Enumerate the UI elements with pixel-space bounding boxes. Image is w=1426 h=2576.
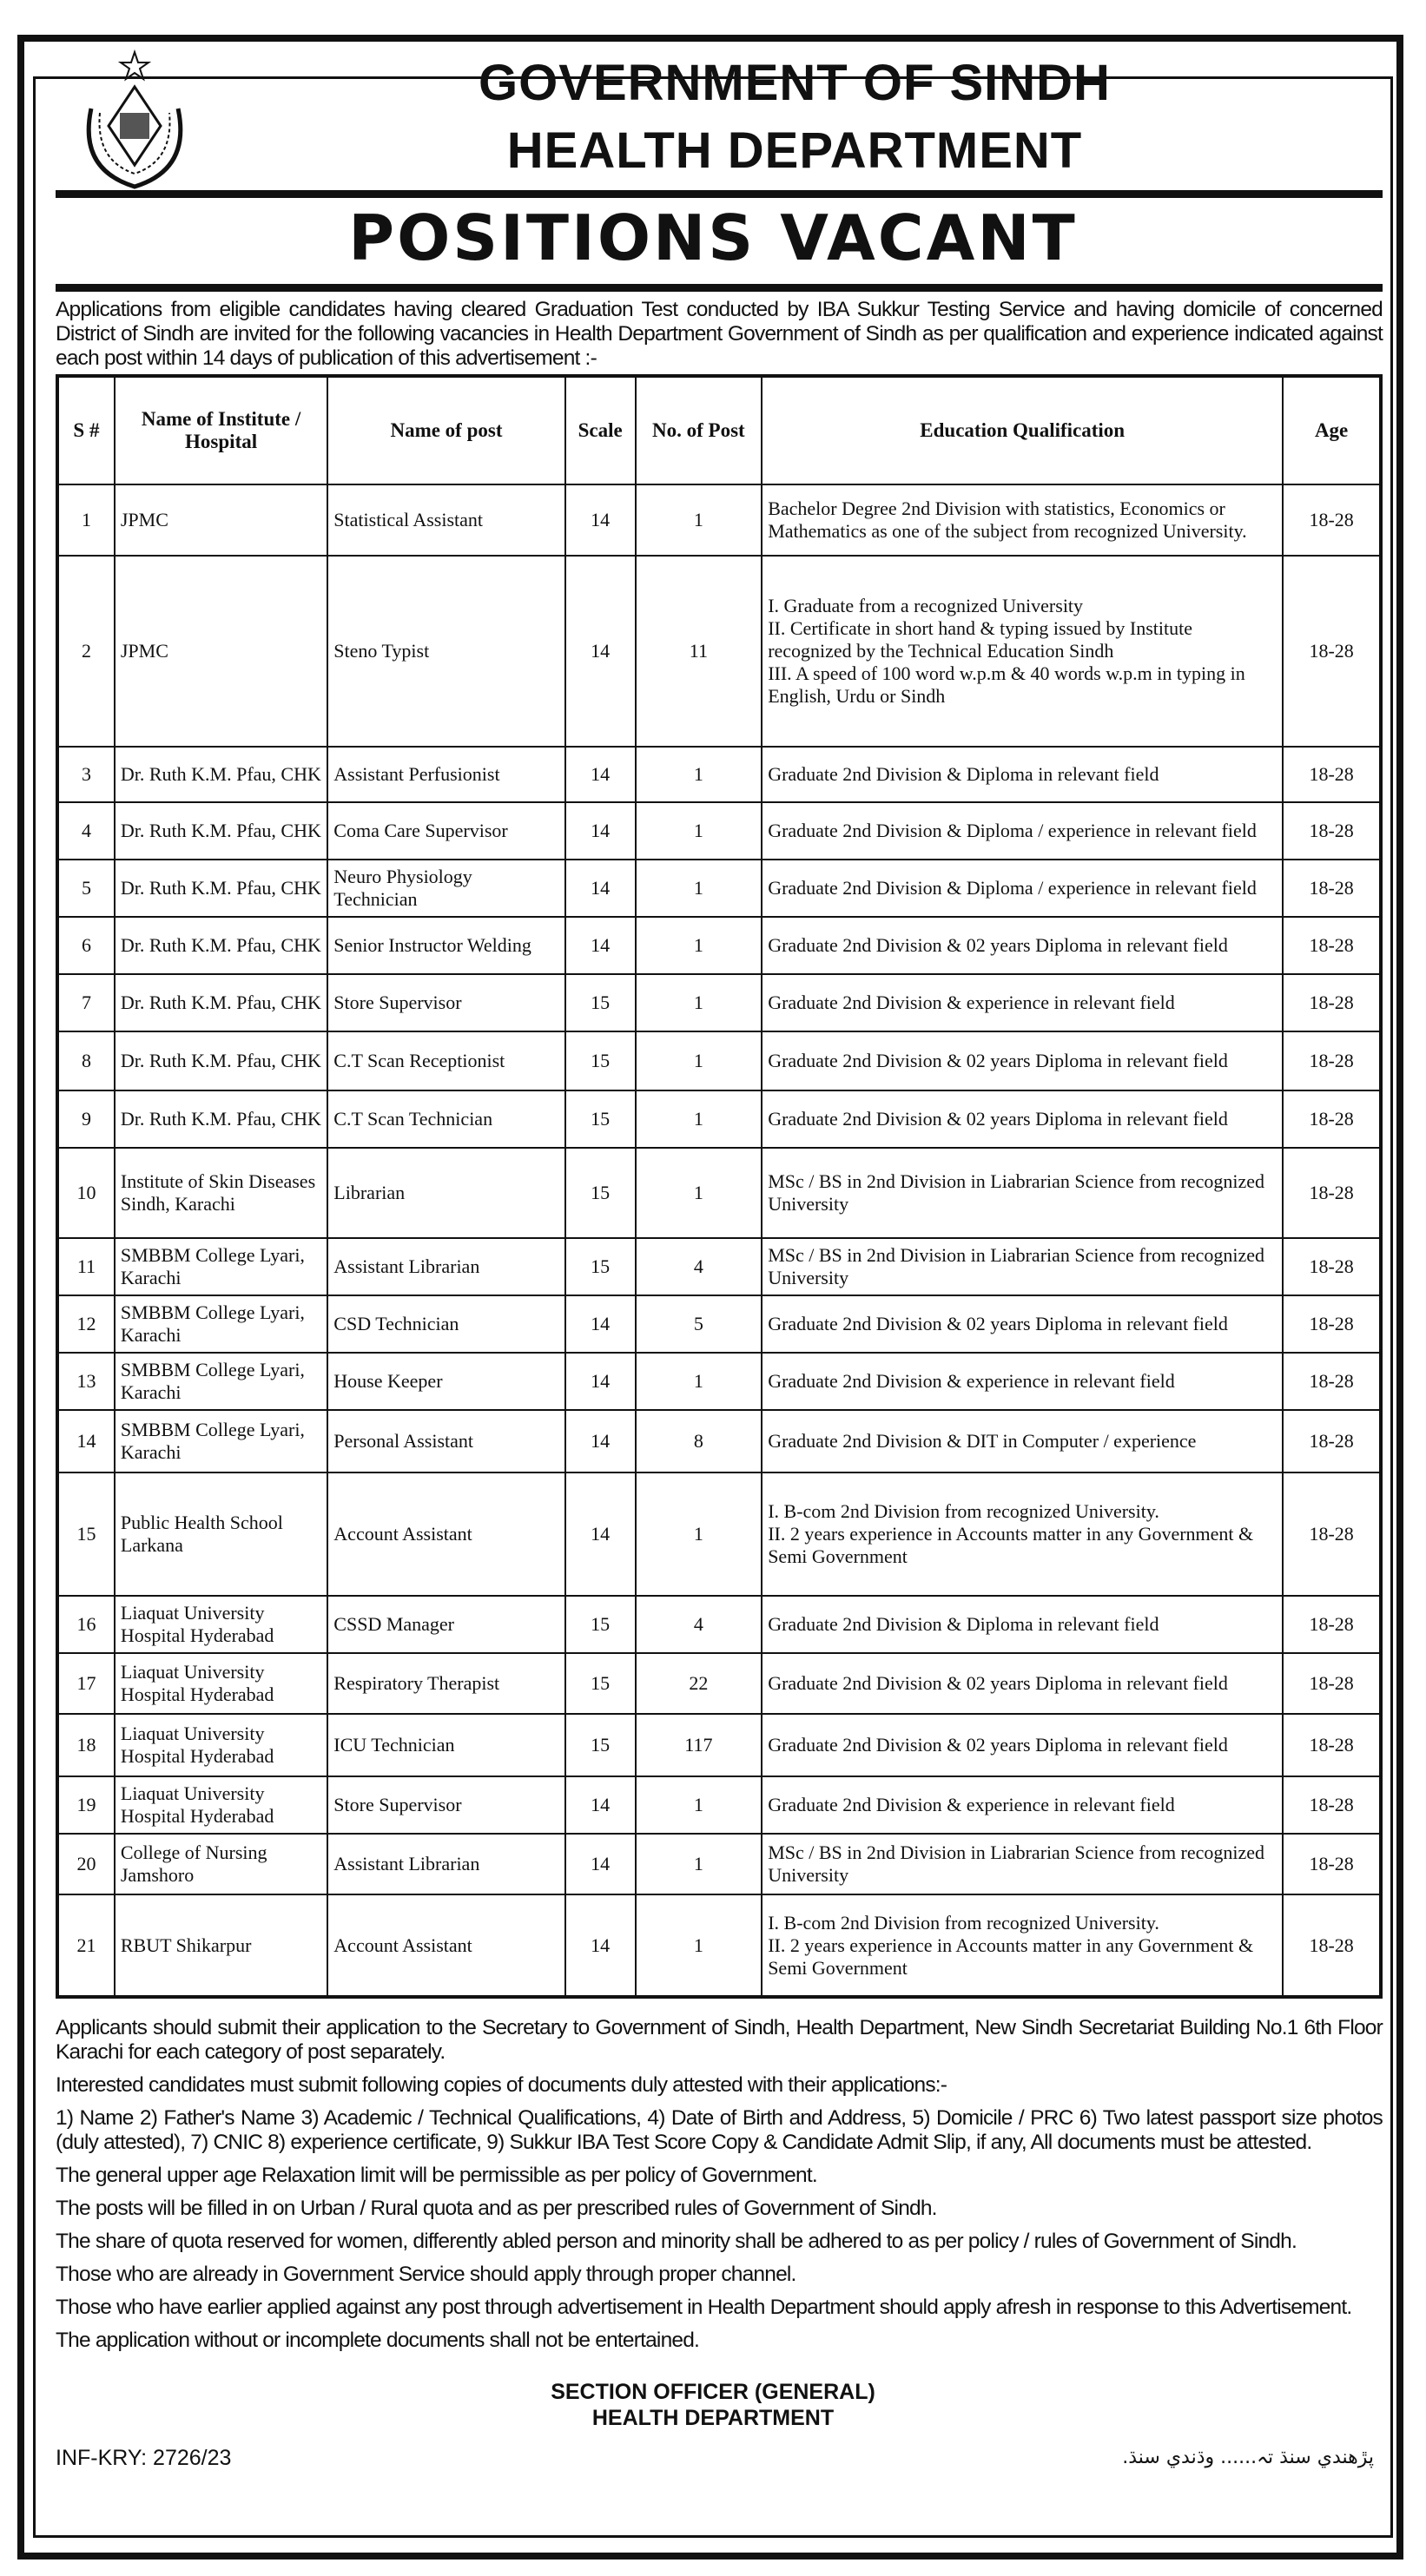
table-row (57, 1031, 1381, 1090)
institute-name: Dr. Ruth K.M. Pfau, CHK (115, 917, 327, 974)
education-qualification (762, 802, 1283, 860)
note-paragraph: Those who have earlier applied against any post through advertisement in Health Department should apply afresh in response to this Advertisement. (56, 2296, 1352, 2319)
number-of-posts: 22 (636, 1653, 763, 1714)
serial-number: 19 (57, 1776, 115, 1834)
table-row (57, 1653, 1381, 1714)
number-of-posts: 1 (636, 1834, 763, 1894)
education-qualification (762, 747, 1283, 802)
education-qualification (762, 1834, 1283, 1894)
education-qualification (762, 1090, 1283, 1148)
age-limit: 18-28 (1283, 1776, 1381, 1834)
age-limit: 18-28 (1283, 1238, 1381, 1295)
post-name: Respiratory Therapist (327, 1653, 564, 1714)
scale: 14 (565, 1295, 636, 1353)
serial-number: 2 (57, 556, 115, 747)
number-of-posts: 1 (636, 747, 763, 802)
column-header: Scale (565, 376, 636, 484)
qualification-line: II. 2 years experience in Accounts matter in any Government & Semi Government (768, 1934, 1254, 1979)
number-of-posts: 5 (636, 1295, 763, 1353)
number-of-posts: 1 (636, 484, 763, 556)
note-paragraph: The posts will be filled in on Urban / Rural quota and as per prescribed rules of Government of Sindh. (56, 2197, 937, 2220)
scale: 14 (565, 1894, 636, 1997)
divider (56, 284, 1383, 292)
education-qualification (762, 1472, 1283, 1596)
number-of-posts: 4 (636, 1596, 763, 1653)
qualification-line: Graduate 2nd Division & 02 years Diploma in relevant field (768, 1108, 1228, 1130)
education-qualification (762, 860, 1283, 917)
serial-number: 13 (57, 1353, 115, 1410)
vacancies-table (56, 374, 1383, 1999)
qualification-line: Graduate 2nd Division & Diploma / experience in relevant field (768, 877, 1257, 899)
serial-number: 18 (57, 1714, 115, 1776)
education-qualification (762, 1295, 1283, 1353)
age-limit: 18-28 (1283, 1653, 1381, 1714)
note-paragraph: 1) Name 2) Father's Name 3) Academic / Technical Qualifications, 4) Date of Birth and Address, 5) Domicile / PRC 6) Two latest passport size photos (duly attested), 7) CNIC 8) experience certificate, 9) Sukkur IBA Test Score Copy & Candidate Admit Slip, if any, All documents must be attested. (56, 2106, 1383, 2154)
age-limit: 18-28 (1283, 484, 1381, 556)
age-limit: 18-28 (1283, 556, 1381, 747)
scale: 14 (565, 747, 636, 802)
column-header: No. of Post (636, 376, 763, 484)
serial-number: 20 (57, 1834, 115, 1894)
post-name: House Keeper (327, 1353, 564, 1410)
serial-number: 9 (57, 1090, 115, 1148)
post-name: Assistant Perfusionist (327, 747, 564, 802)
post-name: Account Assistant (327, 1894, 564, 1997)
institute-name: SMBBM College Lyari, Karachi (115, 1238, 327, 1295)
table-row (57, 1894, 1381, 1997)
age-limit: 18-28 (1283, 860, 1381, 917)
note-paragraph: Applicants should submit their application to the Secretary to Government of Sindh, Health Department, New Sindh Secretariat Building No.1 6th Floor Karachi for each category of post separately. (56, 2016, 1383, 2064)
serial-number: 15 (57, 1472, 115, 1596)
post-name: Coma Care Supervisor (327, 802, 564, 860)
post-name: Personal Assistant (327, 1410, 564, 1472)
post-name: C.T Scan Technician (327, 1090, 564, 1148)
reference-number: INF-KRY: 2726/23 (56, 2446, 232, 2470)
post-name: Librarian (327, 1148, 564, 1238)
institute-name: Public Health School Larkana (115, 1472, 327, 1596)
number-of-posts: 1 (636, 1031, 763, 1090)
qualification-line: II. Certificate in short hand & typing issued by Institute recognized by the Technical Education Sindh (768, 617, 1192, 662)
age-limit: 18-28 (1283, 747, 1381, 802)
institute-name: Liaquat University Hospital Hyderabad (115, 1776, 327, 1834)
qualification-line: Graduate 2nd Division & Diploma in relevant field (768, 763, 1159, 785)
column-header: S # (57, 376, 115, 484)
education-qualification (762, 1031, 1283, 1090)
note-paragraph: The application without or incomplete documents shall not be entertained. (56, 2329, 700, 2352)
age-limit: 18-28 (1283, 1472, 1381, 1596)
scale: 15 (565, 1031, 636, 1090)
table-row (57, 747, 1381, 802)
qualification-line: MSc / BS in 2nd Division in Liabrarian Science from recognized University (768, 1841, 1265, 1886)
serial-number: 3 (57, 747, 115, 802)
education-qualification (762, 1714, 1283, 1776)
scale: 15 (565, 1090, 636, 1148)
education-qualification (762, 1148, 1283, 1238)
age-limit: 18-28 (1283, 917, 1381, 974)
post-name: CSSD Manager (327, 1596, 564, 1653)
serial-number: 1 (57, 484, 115, 556)
age-limit: 18-28 (1283, 1031, 1381, 1090)
scale: 14 (565, 1353, 636, 1410)
qualification-line: III. A speed of 100 word w.p.m & 40 words w.p.m in typing in English, Urdu or Sindh (768, 662, 1245, 707)
post-name: Steno Typist (327, 556, 564, 747)
scale: 14 (565, 484, 636, 556)
note-paragraph: The share of quota reserved for women, differently abled person and minority shall be adhered to as per policy / rules of Government of Sindh. (56, 2230, 1297, 2253)
post-name: Store Supervisor (327, 974, 564, 1031)
number-of-posts: 117 (636, 1714, 763, 1776)
column-header: Age (1283, 376, 1381, 484)
scale: 14 (565, 556, 636, 747)
age-limit: 18-28 (1283, 1295, 1381, 1353)
age-limit: 18-28 (1283, 974, 1381, 1031)
sindh-government-seal-icon (61, 48, 208, 195)
table-row (57, 860, 1381, 917)
qualification-line: Bachelor Degree 2nd Division with statistics, Economics or Mathematics as one of the subject from recognized University. (768, 497, 1247, 542)
qualification-line: Graduate 2nd Division & experience in relevant field (768, 1370, 1175, 1392)
table-row (57, 556, 1381, 747)
table-row (57, 1238, 1381, 1295)
institute-name: JPMC (115, 556, 327, 747)
note-paragraph: The general upper age Relaxation limit will be permissible as per policy of Government. (56, 2164, 817, 2187)
education-qualification (762, 1894, 1283, 1997)
note-paragraph: Those who are already in Government Service should apply through proper channel. (56, 2263, 796, 2286)
divider (56, 190, 1383, 198)
qualification-line: Graduate 2nd Division & DIT in Computer / experience (768, 1430, 1197, 1452)
institute-name: SMBBM College Lyari, Karachi (115, 1295, 327, 1353)
age-limit: 18-28 (1283, 1894, 1381, 1997)
column-header: Name of post (327, 376, 564, 484)
table-row (57, 1776, 1381, 1834)
table-row (57, 1353, 1381, 1410)
age-limit: 18-28 (1283, 1596, 1381, 1653)
qualification-line: Graduate 2nd Division & Diploma / experience in relevant field (768, 820, 1257, 841)
table-row (57, 974, 1381, 1031)
table-row (57, 1148, 1381, 1238)
post-name: C.T Scan Receptionist (327, 1031, 564, 1090)
age-limit: 18-28 (1283, 1714, 1381, 1776)
scale: 14 (565, 802, 636, 860)
education-qualification (762, 556, 1283, 747)
table-row (57, 1410, 1381, 1472)
education-qualification (762, 1776, 1283, 1834)
serial-number: 17 (57, 1653, 115, 1714)
institute-name: Institute of Skin Diseases Sindh, Karachi (115, 1148, 327, 1238)
serial-number: 10 (57, 1148, 115, 1238)
government-title: GOVERNMENT OF SINDH (479, 55, 1111, 111)
serial-number: 8 (57, 1031, 115, 1090)
scale: 15 (565, 1653, 636, 1714)
institute-name: Liaquat University Hospital Hyderabad (115, 1596, 327, 1653)
table-row (57, 1295, 1381, 1353)
post-name: Statistical Assistant (327, 484, 564, 556)
qualification-line: Graduate 2nd Division & 02 years Diploma in relevant field (768, 934, 1228, 956)
institute-name: Liaquat University Hospital Hyderabad (115, 1653, 327, 1714)
qualification-line: MSc / BS in 2nd Division in Liabrarian Science from recognized University (768, 1170, 1265, 1215)
qualification-line: II. 2 years experience in Accounts matter in any Government & Semi Government (768, 1523, 1254, 1567)
number-of-posts: 1 (636, 1353, 763, 1410)
education-qualification (762, 917, 1283, 974)
number-of-posts: 4 (636, 1238, 763, 1295)
intro-paragraph: Applications from eligible candidates having cleared Graduation Test conducted by IBA Sukkur Testing Service and having domicile of concerned District of Sindh are invited for the following vacancies in Health Department Government of Sindh as per qualification and experience indicated against each post within 14 days of publication of this advertisement :- (56, 298, 1383, 370)
institute-name: Dr. Ruth K.M. Pfau, CHK (115, 974, 327, 1031)
scale: 14 (565, 1472, 636, 1596)
qualification-line: Graduate 2nd Division & 02 years Diploma in relevant field (768, 1050, 1228, 1071)
serial-number: 12 (57, 1295, 115, 1353)
number-of-posts: 1 (636, 802, 763, 860)
post-name: Assistant Librarian (327, 1238, 564, 1295)
education-qualification (762, 1596, 1283, 1653)
age-limit: 18-28 (1283, 802, 1381, 860)
institute-name: RBUT Shikarpur (115, 1894, 327, 1997)
education-qualification (762, 1653, 1283, 1714)
qualification-line: Graduate 2nd Division & 02 years Diploma in relevant field (768, 1672, 1228, 1694)
qualification-line: I. B-com 2nd Division from recognized University. (768, 1500, 1159, 1522)
qualification-line: Graduate 2nd Division & experience in relevant field (768, 992, 1175, 1013)
post-name: Assistant Librarian (327, 1834, 564, 1894)
education-qualification (762, 1410, 1283, 1472)
scale: 14 (565, 1834, 636, 1894)
age-limit: 18-28 (1283, 1090, 1381, 1148)
table-row (57, 1596, 1381, 1653)
serial-number: 4 (57, 802, 115, 860)
number-of-posts: 1 (636, 1090, 763, 1148)
table-row (57, 484, 1381, 556)
table-header-row (57, 376, 1381, 484)
age-limit: 18-28 (1283, 1353, 1381, 1410)
post-name: Senior Instructor Welding (327, 917, 564, 974)
qualification-line: I. Graduate from a recognized University (768, 595, 1084, 616)
institute-name: Dr. Ruth K.M. Pfau, CHK (115, 747, 327, 802)
institute-name: Liaquat University Hospital Hyderabad (115, 1714, 327, 1776)
scale: 15 (565, 1596, 636, 1653)
scale: 15 (565, 1714, 636, 1776)
post-name: ICU Technician (327, 1714, 564, 1776)
institute-name: Dr. Ruth K.M. Pfau, CHK (115, 860, 327, 917)
scale: 15 (565, 1238, 636, 1295)
age-limit: 18-28 (1283, 1410, 1381, 1472)
institute-name: College of Nursing Jamshoro (115, 1834, 327, 1894)
table-row (57, 1090, 1381, 1148)
post-name: CSD Technician (327, 1295, 564, 1353)
column-header: Education Qualification (762, 376, 1283, 484)
qualification-line: Graduate 2nd Division & Diploma in relevant field (768, 1613, 1159, 1635)
post-name: Account Assistant (327, 1472, 564, 1596)
page-title: POSITIONS VACANT (348, 201, 1078, 274)
table-row (57, 917, 1381, 974)
scale: 14 (565, 1410, 636, 1472)
serial-number: 7 (57, 974, 115, 1031)
serial-number: 5 (57, 860, 115, 917)
number-of-posts: 11 (636, 556, 763, 747)
institute-name: Dr. Ruth K.M. Pfau, CHK (115, 802, 327, 860)
table-row (57, 1834, 1381, 1894)
note-paragraph: Interested candidates must submit following copies of documents duly attested with their applications:- (56, 2073, 947, 2097)
number-of-posts: 1 (636, 917, 763, 974)
institute-name: Dr. Ruth K.M. Pfau, CHK (115, 1031, 327, 1090)
post-name: Store Supervisor (327, 1776, 564, 1834)
table-row (57, 1714, 1381, 1776)
qualification-line: Graduate 2nd Division & experience in relevant field (768, 1794, 1175, 1815)
age-limit: 18-28 (1283, 1834, 1381, 1894)
serial-number: 21 (57, 1894, 115, 1997)
number-of-posts: 1 (636, 1472, 763, 1596)
signature-department: HEALTH DEPARTMENT (591, 2406, 835, 2430)
education-qualification (762, 1238, 1283, 1295)
qualification-line: I. B-com 2nd Division from recognized University. (768, 1911, 1159, 1934)
qualification-line: Graduate 2nd Division & 02 years Diploma in relevant field (768, 1734, 1228, 1756)
institute-name: Dr. Ruth K.M. Pfau, CHK (115, 1090, 327, 1148)
scale: 15 (565, 974, 636, 1031)
institute-name: JPMC (115, 484, 327, 556)
age-limit: 18-28 (1283, 1148, 1381, 1238)
qualification-line: MSc / BS in 2nd Division in Liabrarian Science from recognized University (768, 1244, 1265, 1288)
institute-name: SMBBM College Lyari, Karachi (115, 1353, 327, 1410)
post-name: Neuro Physiology Technician (327, 860, 564, 917)
institute-name: SMBBM College Lyari, Karachi (115, 1410, 327, 1472)
serial-number: 16 (57, 1596, 115, 1653)
education-qualification (762, 484, 1283, 556)
serial-number: 6 (57, 917, 115, 974)
education-qualification (762, 974, 1283, 1031)
department-title: HEALTH DEPARTMENT (506, 122, 1083, 179)
scale: 14 (565, 1776, 636, 1834)
serial-number: 14 (57, 1410, 115, 1472)
table-row (57, 802, 1381, 860)
serial-number: 11 (57, 1238, 115, 1295)
qualification-line: Graduate 2nd Division & 02 years Diploma in relevant field (768, 1313, 1228, 1334)
number-of-posts: 1 (636, 1894, 763, 1997)
table-row (57, 1472, 1381, 1596)
education-qualification (762, 1353, 1283, 1410)
signature-title: SECTION OFFICER (GENERAL) (551, 2380, 875, 2404)
sindhi-slogan: پڙهندي سنڌ تہ...... وڌندي سنڌ. (1122, 2447, 1374, 2468)
scale: 14 (565, 860, 636, 917)
number-of-posts: 1 (636, 1776, 763, 1834)
number-of-posts: 1 (636, 974, 763, 1031)
number-of-posts: 1 (636, 860, 763, 917)
scale: 15 (565, 1148, 636, 1238)
column-header: Name of Institute / Hospital (115, 376, 327, 484)
scale: 14 (565, 917, 636, 974)
number-of-posts: 8 (636, 1410, 763, 1472)
number-of-posts: 1 (636, 1148, 763, 1238)
